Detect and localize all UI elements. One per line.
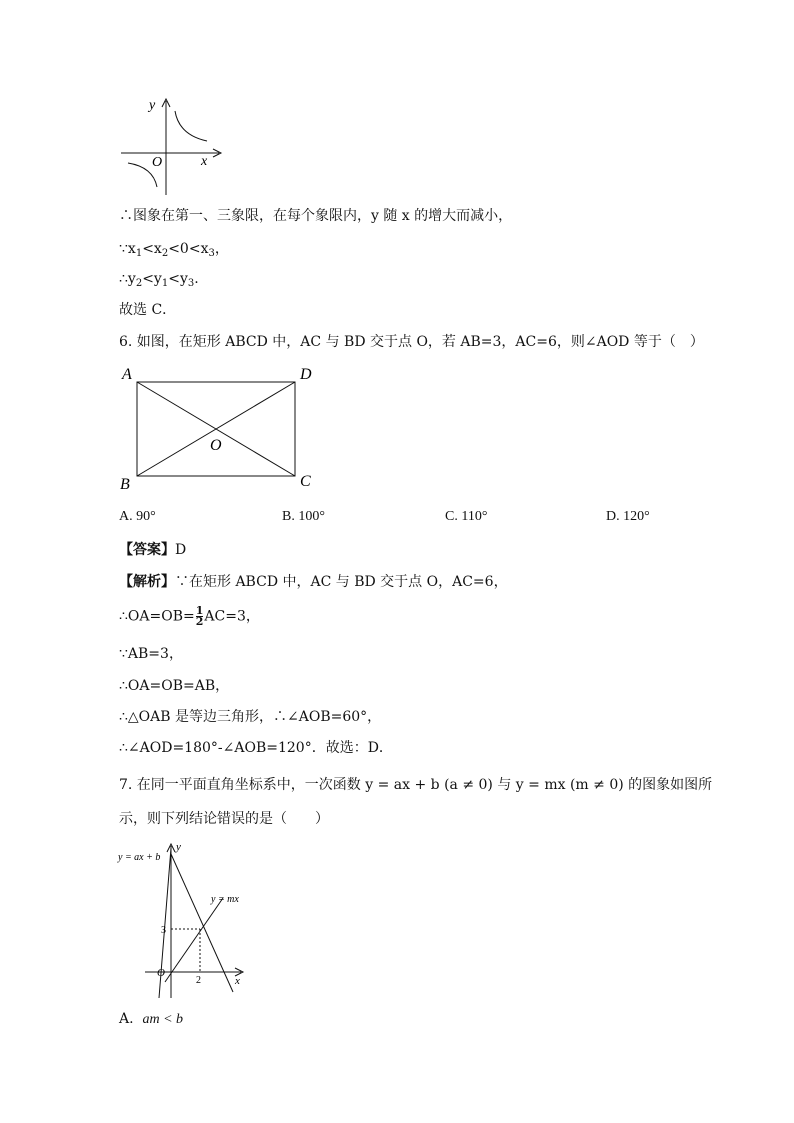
prev-solution-line1: ∴图象在第一、三象限，在每个象限内，y 随 x 的增大而减小， bbox=[119, 208, 513, 224]
q7-option-a: A. am < b bbox=[119, 1011, 184, 1027]
vertex-d-label: D bbox=[300, 366, 312, 383]
center-o-label: O bbox=[210, 437, 222, 454]
prev-solution-answer: 故选 C． bbox=[119, 302, 177, 318]
q7-stem-line2: 示，则下列结论错误的是（ ） bbox=[119, 811, 329, 827]
x-tick-label: 2 bbox=[196, 975, 201, 986]
q6-answer: 【答案】D bbox=[119, 542, 187, 558]
hyperbola-figure bbox=[115, 95, 230, 197]
q7-stem-line1: 7. 在同一平面直角坐标系中，一次函数 y = ax + b (a ≠ 0) 与 y = mx (m ≠ 0) 的图象如图所 bbox=[119, 777, 713, 793]
y-tick-label: 3 bbox=[161, 925, 166, 936]
linear-functions-figure bbox=[115, 840, 250, 1000]
q6-analysis-line5: ∴△OAB 是等边三角形，∴∠AOB=60°， bbox=[119, 709, 382, 725]
rectangle-figure bbox=[115, 362, 325, 496]
q6-analysis-line4: ∴OA=OB=AB， bbox=[119, 678, 230, 694]
q6-option-d: D. 120° bbox=[606, 509, 650, 524]
prev-solution-line2: $\because x_1<x_2<0<x_3$， bbox=[119, 241, 229, 259]
vertex-c-label: C bbox=[300, 473, 311, 490]
hyperbola-origin-label: O bbox=[152, 155, 163, 170]
prev-solution-line3: $\therefore y_2<y_1<y_3$. bbox=[119, 271, 199, 289]
q6-option-c: C. 110° bbox=[445, 509, 488, 524]
q6-stem: 6. 如图，在矩形 ABCD 中，AC 与 BD 交于点 O，若 AB=3，AC=6，则∠AOD 等于（ ） bbox=[119, 334, 704, 350]
line1-label: y = ax + b bbox=[118, 852, 161, 863]
line2-label: y = mx bbox=[211, 894, 239, 905]
vertex-a-label: A bbox=[122, 366, 132, 383]
vertex-b-label: B bbox=[120, 476, 130, 493]
q6-option-b: B. 100° bbox=[282, 509, 325, 524]
hyperbola-y-label: y bbox=[149, 98, 156, 113]
q6-analysis-line1: 【解析】∵在矩形 ABCD 中，AC 与 BD 交于点 O，AC=6， bbox=[119, 574, 508, 590]
origin-label: O bbox=[157, 967, 165, 979]
q6-analysis-line6: ∴∠AOD=180°-∠AOB=120°．故选：D． bbox=[119, 740, 393, 756]
q6-analysis-line3: ∵AB=3， bbox=[119, 646, 183, 662]
one-half-fraction: $\frac{1}{2}$ bbox=[195, 604, 204, 628]
q6-analysis-line2: ∴OA=OB= $\frac{1}{2}$ AC=3， bbox=[119, 604, 260, 628]
axis-y-label: y bbox=[176, 841, 181, 853]
axis-x-label: x bbox=[235, 975, 240, 987]
hyperbola-x-label: x bbox=[201, 154, 208, 169]
q6-option-a: A. 90° bbox=[119, 509, 156, 524]
